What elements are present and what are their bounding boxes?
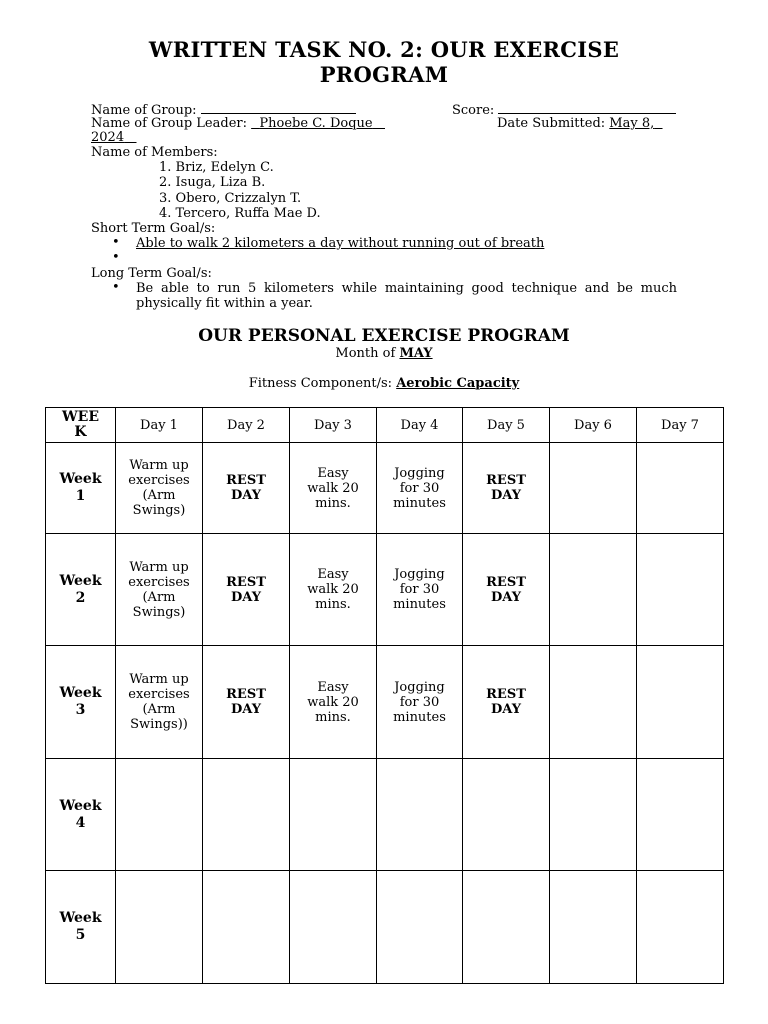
day-cell bbox=[116, 871, 203, 984]
day-cell bbox=[203, 871, 290, 984]
day-cell: Jogging for 30 minutes bbox=[377, 534, 463, 646]
fitness-component-line bbox=[0, 376, 768, 392]
group-name-label: Name of Group: bbox=[91, 103, 197, 118]
day-4-header: Day 4 bbox=[377, 408, 463, 443]
date-value-1: May 8, bbox=[609, 116, 655, 131]
program-title: OUR PERSONAL EXERCISE PROGRAM bbox=[198, 326, 570, 346]
long-term-goal-line-2: physically fit within a year. bbox=[136, 296, 313, 311]
table-row bbox=[46, 443, 724, 534]
date-row bbox=[497, 116, 663, 131]
title-line-1: WRITTEN TASK NO. 2: OUR EXERCISE bbox=[148, 37, 620, 62]
table-header-row bbox=[46, 408, 724, 443]
member-2: 2. Isuga, Liza B. bbox=[159, 175, 266, 190]
day-cell bbox=[550, 443, 637, 534]
day-cell bbox=[463, 871, 550, 984]
day-cell bbox=[377, 759, 463, 871]
day-cell bbox=[377, 871, 463, 984]
day-cell bbox=[550, 871, 637, 984]
short-term-goal: Able to walk 2 kilometers a day without running out of breath bbox=[136, 236, 545, 251]
score-label: Score: bbox=[452, 103, 495, 118]
bullet-icon: • bbox=[112, 250, 120, 265]
day-cell: REST DAY bbox=[203, 646, 290, 759]
day-cell: Easy walk 20 mins. bbox=[290, 443, 377, 534]
day-cell: Easy walk 20 mins. bbox=[290, 534, 377, 646]
day-cell bbox=[637, 443, 724, 534]
day-cell bbox=[290, 759, 377, 871]
day-cell: REST DAY bbox=[203, 443, 290, 534]
week-label: Week 3 bbox=[46, 646, 116, 759]
day-cell: Warm up exercises (Arm Swings) bbox=[116, 443, 203, 534]
day-cell bbox=[116, 759, 203, 871]
long-term-label: Long Term Goal/s: bbox=[91, 266, 212, 281]
day-cell: REST DAY bbox=[203, 534, 290, 646]
table-row bbox=[46, 534, 724, 646]
day-5-header: Day 5 bbox=[463, 408, 550, 443]
week-column-header: WEE K bbox=[46, 408, 116, 443]
group-name-blank bbox=[201, 102, 356, 114]
day-cell: Easy walk 20 mins. bbox=[290, 646, 377, 759]
title-line-2: PROGRAM bbox=[319, 62, 449, 87]
leader-value: Phoebe C. Doque bbox=[259, 116, 373, 131]
day-cell: REST DAY bbox=[463, 443, 550, 534]
day-cell: Jogging for 30 minutes bbox=[377, 646, 463, 759]
month-value: MAY bbox=[399, 346, 433, 361]
component-label: Fitness Component/s: bbox=[248, 376, 393, 391]
day-cell bbox=[203, 759, 290, 871]
date-value-2: 2024 bbox=[91, 130, 125, 145]
day-cell bbox=[637, 534, 724, 646]
component-value: Aerobic Capacity bbox=[396, 376, 520, 391]
table-row bbox=[46, 646, 724, 759]
day-cell bbox=[637, 871, 724, 984]
day-cell bbox=[290, 871, 377, 984]
table-row bbox=[46, 871, 724, 984]
month-line bbox=[0, 346, 768, 362]
exercise-program-table bbox=[45, 407, 724, 984]
member-4: 4. Tercero, Ruffa Mae D. bbox=[159, 206, 321, 221]
week-label: Week 2 bbox=[46, 534, 116, 646]
day-cell: Jogging for 30 minutes bbox=[377, 443, 463, 534]
day-cell bbox=[550, 759, 637, 871]
long-term-goal-line-1: Be able to run 5 kilometers while maintaining good technique and be much bbox=[136, 281, 677, 296]
bullet-icon: • bbox=[112, 235, 120, 250]
day-cell bbox=[463, 759, 550, 871]
leader-label: Name of Group Leader: bbox=[91, 116, 247, 131]
day-cell bbox=[550, 534, 637, 646]
members-label: Name of Members: bbox=[91, 145, 218, 160]
month-label: Month of bbox=[335, 346, 396, 361]
week-label: Week 4 bbox=[46, 759, 116, 871]
week-label: Week 5 bbox=[46, 871, 116, 984]
day-6-header: Day 6 bbox=[550, 408, 637, 443]
document-title bbox=[0, 37, 768, 87]
day-cell bbox=[550, 646, 637, 759]
day-cell bbox=[637, 646, 724, 759]
day-cell bbox=[637, 759, 724, 871]
day-2-header: Day 2 bbox=[203, 408, 290, 443]
date-label: Date Submitted: bbox=[497, 116, 606, 131]
week-label: Week 1 bbox=[46, 443, 116, 534]
member-1: 1. Briz, Edelyn C. bbox=[159, 160, 274, 175]
table-row bbox=[46, 759, 724, 871]
day-cell: Warm up exercises (Arm Swings)) bbox=[116, 646, 203, 759]
leader-row bbox=[91, 116, 385, 131]
score-blank bbox=[498, 102, 676, 114]
day-7-header: Day 7 bbox=[637, 408, 724, 443]
day-cell: Warm up exercises (Arm Swings) bbox=[116, 534, 203, 646]
day-cell: REST DAY bbox=[463, 646, 550, 759]
date-continued-row bbox=[91, 130, 137, 145]
day-1-header: Day 1 bbox=[116, 408, 203, 443]
member-3: 3. Obero, Crizzalyn T. bbox=[159, 191, 302, 206]
bullet-icon: • bbox=[112, 280, 120, 295]
day-cell: REST DAY bbox=[463, 534, 550, 646]
short-term-label: Short Term Goal/s: bbox=[91, 221, 216, 236]
day-3-header: Day 3 bbox=[290, 408, 377, 443]
